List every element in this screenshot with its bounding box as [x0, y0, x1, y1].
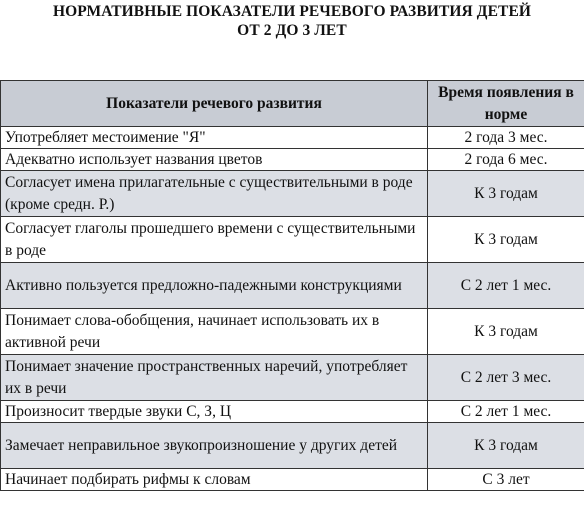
table-row: [1, 401, 584, 423]
indicator-cell: Понимает слова-обобщения, начинает использовать их в активной речи: [1, 309, 428, 355]
column-header-time: Время появления в норме: [428, 81, 584, 127]
indicator-cell: Употребляет местоимение "Я": [1, 127, 428, 149]
indicator-cell: Согласует имена прилагательные с существительными в роде (кроме средн. Р.): [1, 171, 428, 217]
title-line-2: ОТ 2 ДО 3 ЛЕТ: [237, 22, 347, 39]
table-row: [1, 309, 584, 355]
table-row: [1, 263, 584, 309]
indicator-cell: Согласует глаголы прошедшего времени с существительными в роде: [1, 217, 428, 263]
time-cell: К 3 годам: [428, 171, 584, 217]
speech-norms-table: [0, 80, 584, 491]
time-cell: 2 года 3 мес.: [428, 127, 584, 149]
time-cell: С 2 лет 1 мес.: [428, 401, 584, 423]
time-cell: С 2 лет 1 мес.: [428, 263, 584, 309]
time-cell: К 3 годам: [428, 423, 584, 469]
indicator-cell: Понимает значение пространственных наречий, употребляет их в речи: [1, 355, 428, 401]
title-line-1: НОРМАТИВНЫЕ ПОКАЗАТЕЛИ РЕЧЕВОГО РАЗВИТИЯ ДЕТЕЙ: [52, 3, 532, 20]
time-cell: К 3 годам: [428, 309, 584, 355]
table-row: [1, 355, 584, 401]
indicator-cell: Начинает подбирать рифмы к словам: [1, 469, 428, 491]
table-row: [1, 171, 584, 217]
indicator-cell: Произносит твердые звуки С, З, Ц: [1, 401, 428, 423]
table-row: [1, 423, 584, 469]
time-cell: 2 года 6 мес.: [428, 149, 584, 171]
column-header-indicators: Показатели речевого развития: [1, 81, 428, 127]
indicator-cell: Активно пользуется предложно-падежными конструкциями: [1, 263, 428, 309]
table-row: [1, 149, 584, 171]
table-row: [1, 217, 584, 263]
table-row: [1, 127, 584, 149]
page-title: [0, 2, 584, 40]
table-row: [1, 469, 584, 491]
indicator-cell: Адекватно использует названия цветов: [1, 149, 428, 171]
time-cell: К 3 годам: [428, 217, 584, 263]
table-header-row: [1, 81, 584, 127]
time-cell: С 3 лет: [428, 469, 584, 491]
time-cell: С 2 лет 3 мес.: [428, 355, 584, 401]
indicator-cell: Замечает неправильное звукопроизношение у других детей: [1, 423, 428, 469]
